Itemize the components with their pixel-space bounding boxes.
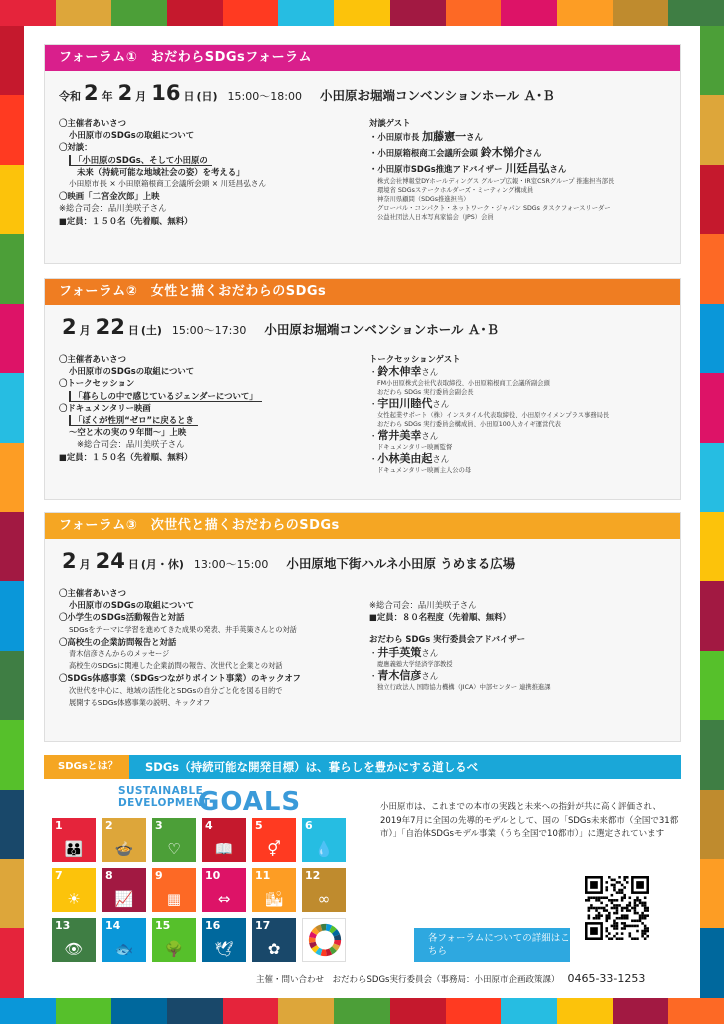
forum-3-guests: ※総合司会：品川美咲子さん ■定員：８０名程度（先着順、無料） おだわら SDGs 実行委員会アドバイザー ・井手英策さん 慶應義塾大学経済学部教授 ・青木信彦さん 独立行政法人 国際協力機構（JICA）中部センター 連携推進課	[369, 600, 551, 691]
sdg-goal-number: 16	[205, 919, 221, 932]
sdg-goal-tile	[152, 818, 196, 862]
bowl-icon: 🍲	[114, 840, 134, 858]
border-segment	[700, 928, 724, 997]
sdgs-tag: SDGsとは？	[44, 755, 129, 779]
border-segment	[390, 0, 446, 26]
border-segment	[700, 373, 724, 442]
border-segment	[390, 998, 446, 1024]
border-segment	[111, 0, 167, 26]
border-segment	[668, 0, 724, 26]
border-segment	[700, 165, 724, 234]
border-segment	[446, 0, 502, 26]
forum-details-link[interactable]: 各フォーラムについての詳細はこちら	[414, 928, 570, 962]
sdgs-banner	[44, 755, 681, 779]
sdg-goal-tile	[252, 868, 296, 912]
border-segment	[56, 0, 112, 26]
eye-globe-icon: 👁	[64, 940, 84, 958]
forum-2-section	[44, 278, 681, 500]
sdg-goal-tile	[52, 868, 96, 912]
sdg-goal-number: 8	[105, 869, 113, 882]
border-segment	[0, 373, 24, 442]
border-segment	[700, 95, 724, 164]
border-segment	[557, 0, 613, 26]
dove-icon: 🕊	[214, 940, 234, 958]
border-segment	[668, 998, 724, 1024]
forum-1-venue: 小田原お堀端コンベンションホール Ａ･Ｂ	[319, 88, 555, 103]
sdg-goal-number: 11	[255, 869, 271, 882]
right-color-border	[700, 26, 724, 998]
sdg-goal-number: 17	[255, 919, 271, 932]
sdg-goal-number: 4	[205, 819, 213, 832]
sdg-goal-number: 6	[305, 819, 313, 832]
sdg-goal-tile	[302, 868, 346, 912]
footer-contact: 主催・問い合わせ おだわらSDGs実行委員会（事務局：小田原市企画政策課） 0465-33-1253	[256, 972, 646, 985]
forum-2-date: 2 月 22 日 (土) 15:00～17:30 小田原お堀端コンベンションホール Ａ･Ｂ	[62, 315, 500, 339]
border-segment	[0, 651, 24, 720]
border-segment	[700, 720, 724, 789]
sdg-goal-tile	[152, 868, 196, 912]
border-segment	[0, 581, 24, 650]
forum-3-date: 2 月 24 日 (月・休) 13:00～15:00 小田原地下街ハルネ小田原 うめまる広場	[62, 549, 516, 573]
book-icon: 📖	[214, 840, 234, 858]
forum-3-header: フォーラム③ 次世代と描くおだわらのSDGs	[45, 513, 680, 539]
growth-chart-icon: 📈	[114, 890, 134, 908]
border-segment	[278, 0, 334, 26]
sdg-goal-tile	[252, 818, 296, 862]
border-segment	[700, 581, 724, 650]
border-segment	[0, 95, 24, 164]
forum-3-program: 〇主催者あいさつ 小田原市のSDGsの取組について 〇小学生のSDGs活動報告と対話 SDGsをテーマに学習を進めてきた成果の発表、井手英策さんとの対話 〇高校生の企業訪問報告と対話 青木信彦さんからのメッセージ 高校生のSDGsに関連した企業訪問の報告、次世代と企業との対話 〇SDGs体感事業（SDGsつながりポイント事業）のキックオフ 次世代を中心に、地域の活性化とSDGsの自分ごと化を図る目的で 展開するSDGs体感事業の説明、キックオフ	[59, 588, 301, 707]
border-segment	[0, 928, 24, 997]
border-segment	[613, 998, 669, 1024]
top-color-border	[0, 0, 724, 26]
sdg-goal-tile	[52, 918, 96, 962]
border-segment	[700, 443, 724, 512]
forum-1-guests: 対談ゲスト ・小田原市長 加藤憲一さん ・小田原箱根商工会議所会頭 鈴木悌介さん ・小田原市SDGs推進アドバイザー 川廷昌弘さん 株式会社博報堂DYホールディングス グループ広報・IR室CSRグループ 推進担当部長 環境省 SDGsステークホルダーズ・ミーティング構成員 神奈川県顧問（SDGs推進担当） グローバル・コンパクト・ネットワーク・ジャパン SDGs タスクフォースリーダー 公益社団法人日本写真家協会（JPS）会員	[369, 118, 615, 222]
cubes-icon: ▦	[166, 890, 182, 908]
border-segment	[223, 998, 279, 1024]
border-segment	[557, 998, 613, 1024]
sdg-goal-number: 10	[205, 869, 221, 882]
border-segment	[0, 26, 24, 95]
border-segment	[613, 0, 669, 26]
forum-2-program: 〇主催者あいさつ 小田原市のSDGsの取組について 〇トークセッション 「暮らしの中で感じているジェンダーについて」 〇ドキュメンタリー映画 「ぼくが性別“ゼロ”に戻るとき ～空と木の実の９年間～」上映 ※総合司会：品川美咲子さん ■定員：１５０名（先着順、無料）	[59, 353, 369, 475]
border-segment	[0, 443, 24, 512]
border-segment	[167, 998, 223, 1024]
bottom-color-border	[0, 998, 724, 1024]
sdg-goal-number: 1	[55, 819, 63, 832]
sdg-goal-tile	[202, 918, 246, 962]
sdg-goal-tile	[252, 918, 296, 962]
forum-3-venue: 小田原地下街ハルネ小田原 うめまる広場	[286, 556, 516, 571]
sdg-goal-tile	[302, 918, 346, 962]
border-segment	[334, 0, 390, 26]
forum-1-program: 〇主催者あいさつ 小田原市のSDGsの取組について 〇対談： 「小田原のSDGs、そして小田原の 未来（持続可能な地域社会の姿）を考える」 小田原市長 × 小田原箱根商工会議所会頭 × 川廷昌弘さん 〇映画「二宮金次郎」上映 ※総合司会：品川美咲子さん ■定員：１５０名（先着順、無料）	[59, 118, 267, 226]
sdg-goal-number: 3	[155, 819, 163, 832]
border-segment	[56, 998, 112, 1024]
border-segment	[0, 998, 56, 1024]
heartbeat-icon: ♡	[167, 840, 181, 858]
infinity-icon: ∞	[317, 890, 331, 908]
flower-icon: ✿	[267, 940, 281, 958]
border-segment	[700, 651, 724, 720]
border-segment	[0, 790, 24, 859]
sdg-goal-number: 9	[155, 869, 163, 882]
border-segment	[501, 998, 557, 1024]
gender-icon: ⚥	[267, 840, 281, 858]
tree-icon: 🌳	[164, 940, 184, 958]
border-segment	[0, 720, 24, 789]
sun-icon: ☀	[67, 890, 81, 908]
water-drop-icon: 💧	[314, 840, 334, 858]
border-segment	[446, 998, 502, 1024]
equality-icon: ⇔	[217, 890, 231, 908]
border-segment	[700, 26, 724, 95]
sdg-goal-tile	[202, 868, 246, 912]
border-segment	[700, 859, 724, 928]
border-segment	[278, 998, 334, 1024]
sdg-goal-number: 5	[255, 819, 263, 832]
sdg-goal-tile	[102, 818, 146, 862]
sdg-goal-tile	[52, 818, 96, 862]
sdg-goal-tile	[302, 818, 346, 862]
sdg-goal-tile	[102, 918, 146, 962]
sdg-goal-number: 15	[155, 919, 171, 932]
border-segment	[167, 0, 223, 26]
border-segment	[700, 234, 724, 303]
border-segment	[0, 0, 56, 26]
forum-2-venue: 小田原お堀端コンベンションホール Ａ･Ｂ	[264, 322, 500, 337]
border-segment	[0, 234, 24, 303]
border-segment	[0, 304, 24, 373]
sdg-goal-number: 13	[55, 919, 71, 932]
border-segment	[223, 0, 279, 26]
border-segment	[111, 998, 167, 1024]
forum-1-header: フォーラム① おだわらSDGsフォーラム	[45, 45, 680, 71]
city-icon: 🏙	[264, 890, 284, 908]
border-segment	[700, 304, 724, 373]
border-segment	[0, 859, 24, 928]
border-segment	[334, 998, 390, 1024]
phone-number: 0465-33-1253	[567, 972, 646, 985]
forum-1-date: 令和 2 年 2 月 16 日 (日) 15:00～18:00 小田原お堀端コンベンションホール Ａ･Ｂ	[59, 81, 555, 105]
sdg-goal-tile	[102, 868, 146, 912]
qr-code[interactable]	[585, 876, 649, 940]
sdg-goal-number: 2	[105, 819, 113, 832]
sdg-goal-number: 12	[305, 869, 321, 882]
fish-icon: 🐟	[114, 940, 134, 958]
border-segment	[0, 165, 24, 234]
forum-2-guests: トークセッションゲスト ・鈴木伸幸さん FM小田原株式会社代表取締役、小田原箱根商工会議所副会頭 おだわら SDGs 実行委員会副会長 ・宇田川睦代さん 女性起業サポート（株）インスタイル代表取締役、小田原ウイメンプラス事務局長 おだわら SDGs 実行委員会構成員、小田原100人カイギ運営代表 ・常井美幸さん ドキュメンタリー映画監督 ・小林美由起さん ドキュメンタリー映画主人公の母	[369, 354, 610, 475]
sdg-wheel-icon	[306, 921, 344, 959]
border-segment	[700, 790, 724, 859]
forum-2-header: フォーラム② 女性と描くおだわらのSDGs	[45, 279, 680, 305]
border-segment	[501, 0, 557, 26]
border-segment	[700, 512, 724, 581]
sdgs-headline: SDGs（持続可能な開発目標）は、暮らしを豊かにする道しるべ	[129, 755, 681, 779]
sdg-goal-number: 7	[55, 869, 63, 882]
sdgs-goals-logo: SUSTAINABLE DEVELOPMENT GOALS	[118, 785, 302, 817]
person-group-icon: 👪	[64, 840, 84, 858]
sdg-goal-tile	[202, 818, 246, 862]
sdgs-description: 小田原市は、これまでの本市の実践と未来への指針が共に高く評価され、2019年7月に全国の先導的モデルとして、国の「SDGs未来都市（全国で31都市）」「自治体SDGsモデル事業（うち全国で10都市）」に選定されています	[380, 802, 679, 839]
forum-3-section	[44, 512, 681, 742]
sdg-goal-tile	[152, 918, 196, 962]
border-segment	[0, 512, 24, 581]
sdg-goal-number: 14	[105, 919, 121, 932]
left-color-border	[0, 26, 24, 998]
forum-1-section	[44, 44, 681, 264]
